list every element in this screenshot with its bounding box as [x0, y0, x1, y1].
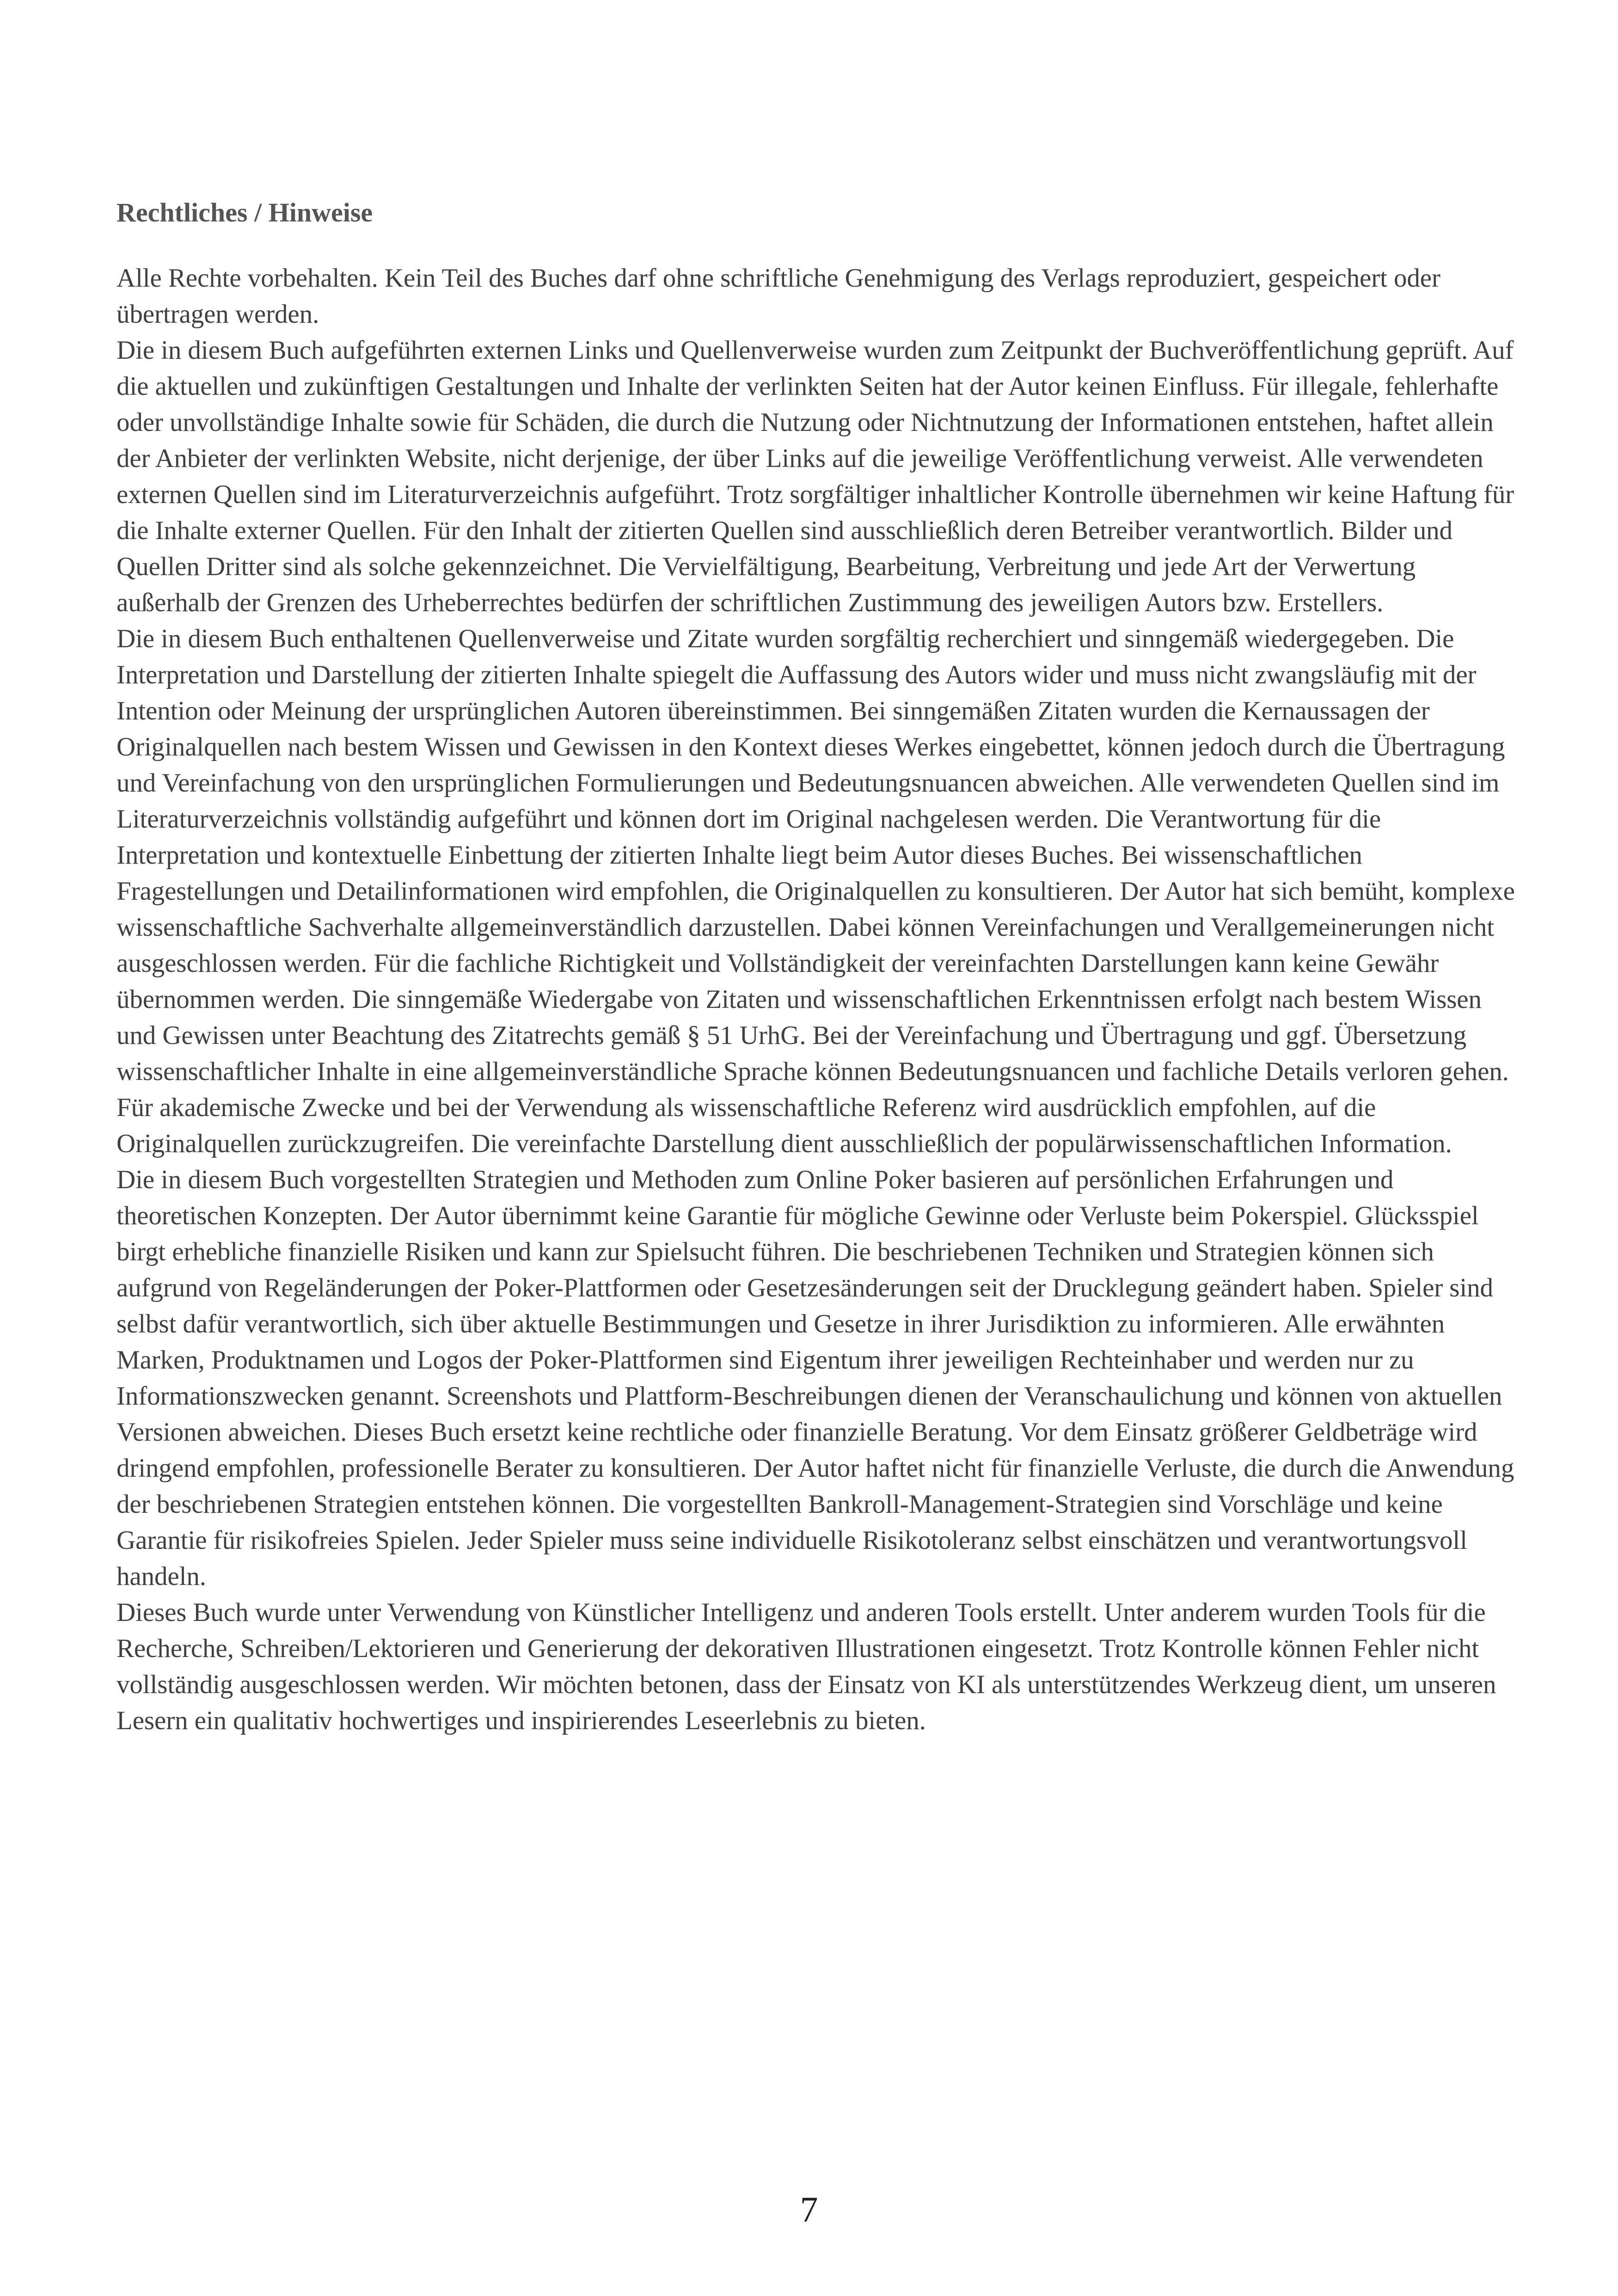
paragraph-citations: Die in diesem Buch enthaltenen Quellenverweise und Zitate wurden sorgfältig recherchiert und sinngemäß wiedergegeben. Die Interpretation und Darstellung der zitierten Inhalte spiegelt die Auffassung des Autors wider und muss nicht zwangsläufig mit der Intention oder Meinung der ursprünglichen Autoren übereinstimmen. Bei sinngemäßen Zitaten wurden die Kernaussagen der Originalquellen nach bestem Wissen und Gewissen in den Kontext dieses Werkes eingebettet, können jedoch durch die Übertragung und Vereinfachung von den ursprünglichen Formulierungen und Bedeutungsnuancen abweichen. Alle verwendeten Quellen sind im Literaturverzeichnis vollständig aufgeführt und können dort im Original nachgelesen werden. Die Verantwortung für die Interpretation und kontextuelle Einbettung der zitierten Inhalte liegt beim Autor dieses Buches. Bei wissenschaftlichen Fragestellungen und Detailinformationen wird empfohlen, die Originalquellen zu konsultieren. Der Autor hat sich bemüht, komplexe wissenschaftliche Sachverhalte allgemeinverständlich darzustellen. Dabei können Vereinfachungen und Verallgemeinerungen nicht ausgeschlossen werden. Für die fachliche Richtigkeit und Vollständigkeit der vereinfachten Darstellungen kann keine Gewähr übernommen werden. Die sinngemäße Wiedergabe von Zitaten und wissenschaftlichen Erkenntnissen erfolgt nach bestem Wissen und Gewissen unter Beachtung des Zitatrechts gemäß § 51 UrhG. Bei der Vereinfachung und Übertragung und ggf. Übersetzung wissenschaftlicher Inhalte in eine allgemeinverständliche Sprache können Bedeutungsnuancen und fachliche Details verloren gehen. Für akademische Zwecke und bei der Verwendung als wissenschaftliche Referenz wird ausdrücklich empfohlen, auf die Originalquellen zurückzugreifen. Die vereinfachte Darstellung dient ausschließlich der populärwissenschaftlichen Information. — [116, 624, 1515, 1159]
paragraph-poker-disclaimer: Die in diesem Buch vorgestellten Strategien und Methoden zum Online Poker basieren auf persönlichen Erfahrungen und theoretischen Konzepten. Der Autor übernimmt keine Garantie für mögliche Gewinne oder Verluste beim Pokerspiel. Glücksspiel birgt erhebliche finanzielle Risiken und kann zur Spielsucht führen. Die beschriebenen Techniken und Strategien können sich aufgrund von Regeländerungen der Poker-Plattformen oder Gesetzesänderungen seit der Drucklegung geändert haben. Spieler sind selbst dafür verantwortlich, sich über aktuelle Bestimmungen und Gesetze in ihrer Jurisdiktion zu informieren. Alle erwähnten Marken, Produktnamen und Logos der Poker-Plattformen sind Eigentum ihrer jeweiligen Rechteinhaber und werden nur zu Informationszwecken genannt. Screenshots und Plattform-Beschreibungen dienen der Veranschaulichung und können von aktuellen Versionen abweichen. Dieses Buch ersetzt keine rechtliche oder finanzielle Beratung. Vor dem Einsatz größerer Geldbeträge wird dringend empfohlen, professionelle Berater zu konsultieren. Der Autor haftet nicht für finanzielle Verluste, die durch die Anwendung der beschriebenen Strategien entstehen können. Die vorgestellten Bankroll-Management-Strategien sind Vorschläge und keine Garantie für risikofreies Spielen. Jeder Spieler muss seine individuelle Risikotoleranz selbst einschätzen und verantwortungsvoll handeln. — [116, 1165, 1514, 1591]
legal-notice-section — [116, 195, 1517, 1739]
paragraph-copyright: Alle Rechte vorbehalten. Kein Teil des Buches darf ohne schriftliche Genehmigung des Verlags reproduziert, gespeichert oder übertragen werden. — [116, 264, 1440, 329]
paragraph-ai-notice: Dieses Buch wurde unter Verwendung von Künstlicher Intelligenz und anderen Tools erstellt. Unter anderem wurden Tools für die Recherche, Schreiben/Lektorieren und Generierung der dekorativen Illustrationen eingesetzt. Trotz Kontrolle können Fehler nicht vollständig ausgeschlossen werden. Wir möchten betonen, dass der Einsatz von KI als unterstützendes Werkzeug dient, um unseren Lesern ein qualitativ hochwertiges und inspirierendes Leseerlebnis zu bieten. — [116, 1598, 1496, 1736]
paragraph-external-links: Die in diesem Buch aufgeführten externen Links und Quellenverweise wurden zum Zeitpunkt der Buchveröffentlichung geprüft. Auf die aktuellen und zukünftigen Gestaltungen und Inhalte der verlinkten Seiten hat der Autor keinen Einfluss. Für illegale, fehlerhafte oder unvollständige Inhalte sowie für Schäden, die durch die Nutzung oder Nichtnutzung der Informationen entstehen, haftet allein der Anbieter der verlinkten Website, nicht derjenige, der über Links auf die jeweilige Veröffentlichung verweist. Alle verwendeten externen Quellen sind im Literaturverzeichnis aufgeführt. Trotz sorgfältiger inhaltlicher Kontrolle übernehmen wir keine Haftung für die Inhalte externer Quellen. Für den Inhalt der zitierten Quellen sind ausschließlich deren Betreiber verantwortlich. Bilder und Quellen Dritter sind als solche gekennzeichnet. Die Vervielfältigung, Bearbeitung, Verbreitung und jede Art der Verwertung außerhalb der Grenzen des Urheberrechtes bedürfen der schriftlichen Zustimmung des jeweiligen Autors bzw. Erstellers. — [116, 336, 1514, 618]
page-number: 7 — [800, 2189, 818, 2229]
section-heading: Rechtliches / Hinweise — [116, 197, 373, 227]
